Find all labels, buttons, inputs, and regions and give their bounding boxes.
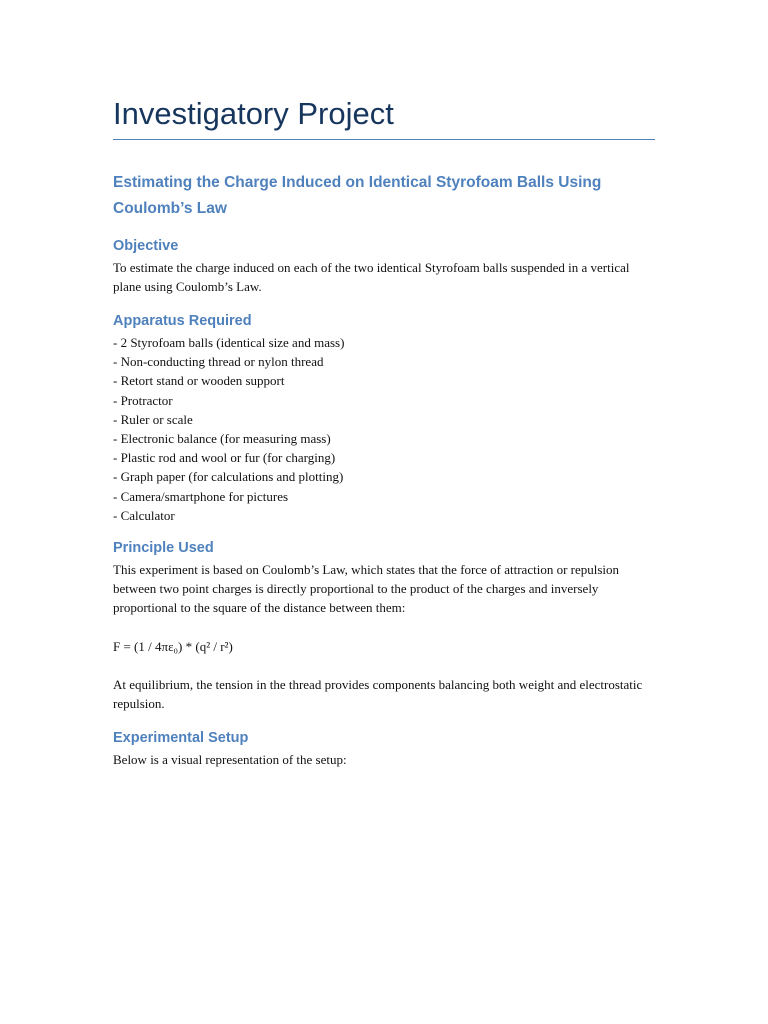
apparatus-item: - Ruler or scale [113,411,193,427]
document-title: Investigatory Project [113,96,394,131]
apparatus-item: - Graph paper (for calculations and plotting) [113,469,344,485]
coulomb-formula: F = (1 / 4πε₀) * (q² / r²) [113,639,233,654]
apparatus-item: - Retort stand or wooden support [113,373,285,389]
principle-heading: Principle Used [113,540,214,556]
apparatus-item: - Camera/smartphone for pictures [113,488,289,504]
setup-heading: Experimental Setup [113,730,249,746]
principle-text: This experiment is based on Coulomb’s Law, which states that the force of attraction or repulsion between two point charges is directly proportional to the product of the charges and inversely proportional to the square of the distance between them: [113,562,620,616]
apparatus-item: - Non-conducting thread or nylon thread [113,354,324,370]
objective-heading: Objective [113,238,179,254]
equilibrium-text: At equilibrium, the tension in the thread provides components balancing both weight and electrostatic repulsion. [113,677,643,712]
apparatus-item: - Protractor [113,392,173,408]
apparatus-list [113,333,344,525]
apparatus-item: - 2 Styrofoam balls (identical size and mass) [113,335,345,350]
apparatus-item: - Plastic rod and wool or fur (for charging) [113,450,336,466]
apparatus-heading: Apparatus Required [113,313,252,329]
document-subtitle: Estimating the Charge Induced on Identical Styrofoam Balls Using Coulomb’s Law [113,174,602,217]
setup-text: Below is a visual representation of the setup: [113,752,347,767]
objective-text: To estimate the charge induced on each of the two identical Styrofoam balls suspended in a vertical plane using Coulomb’s Law. [113,260,630,295]
title-divider [113,139,655,140]
apparatus-item: - Calculator [113,507,175,523]
apparatus-item: - Electronic balance (for measuring mass) [113,431,331,447]
